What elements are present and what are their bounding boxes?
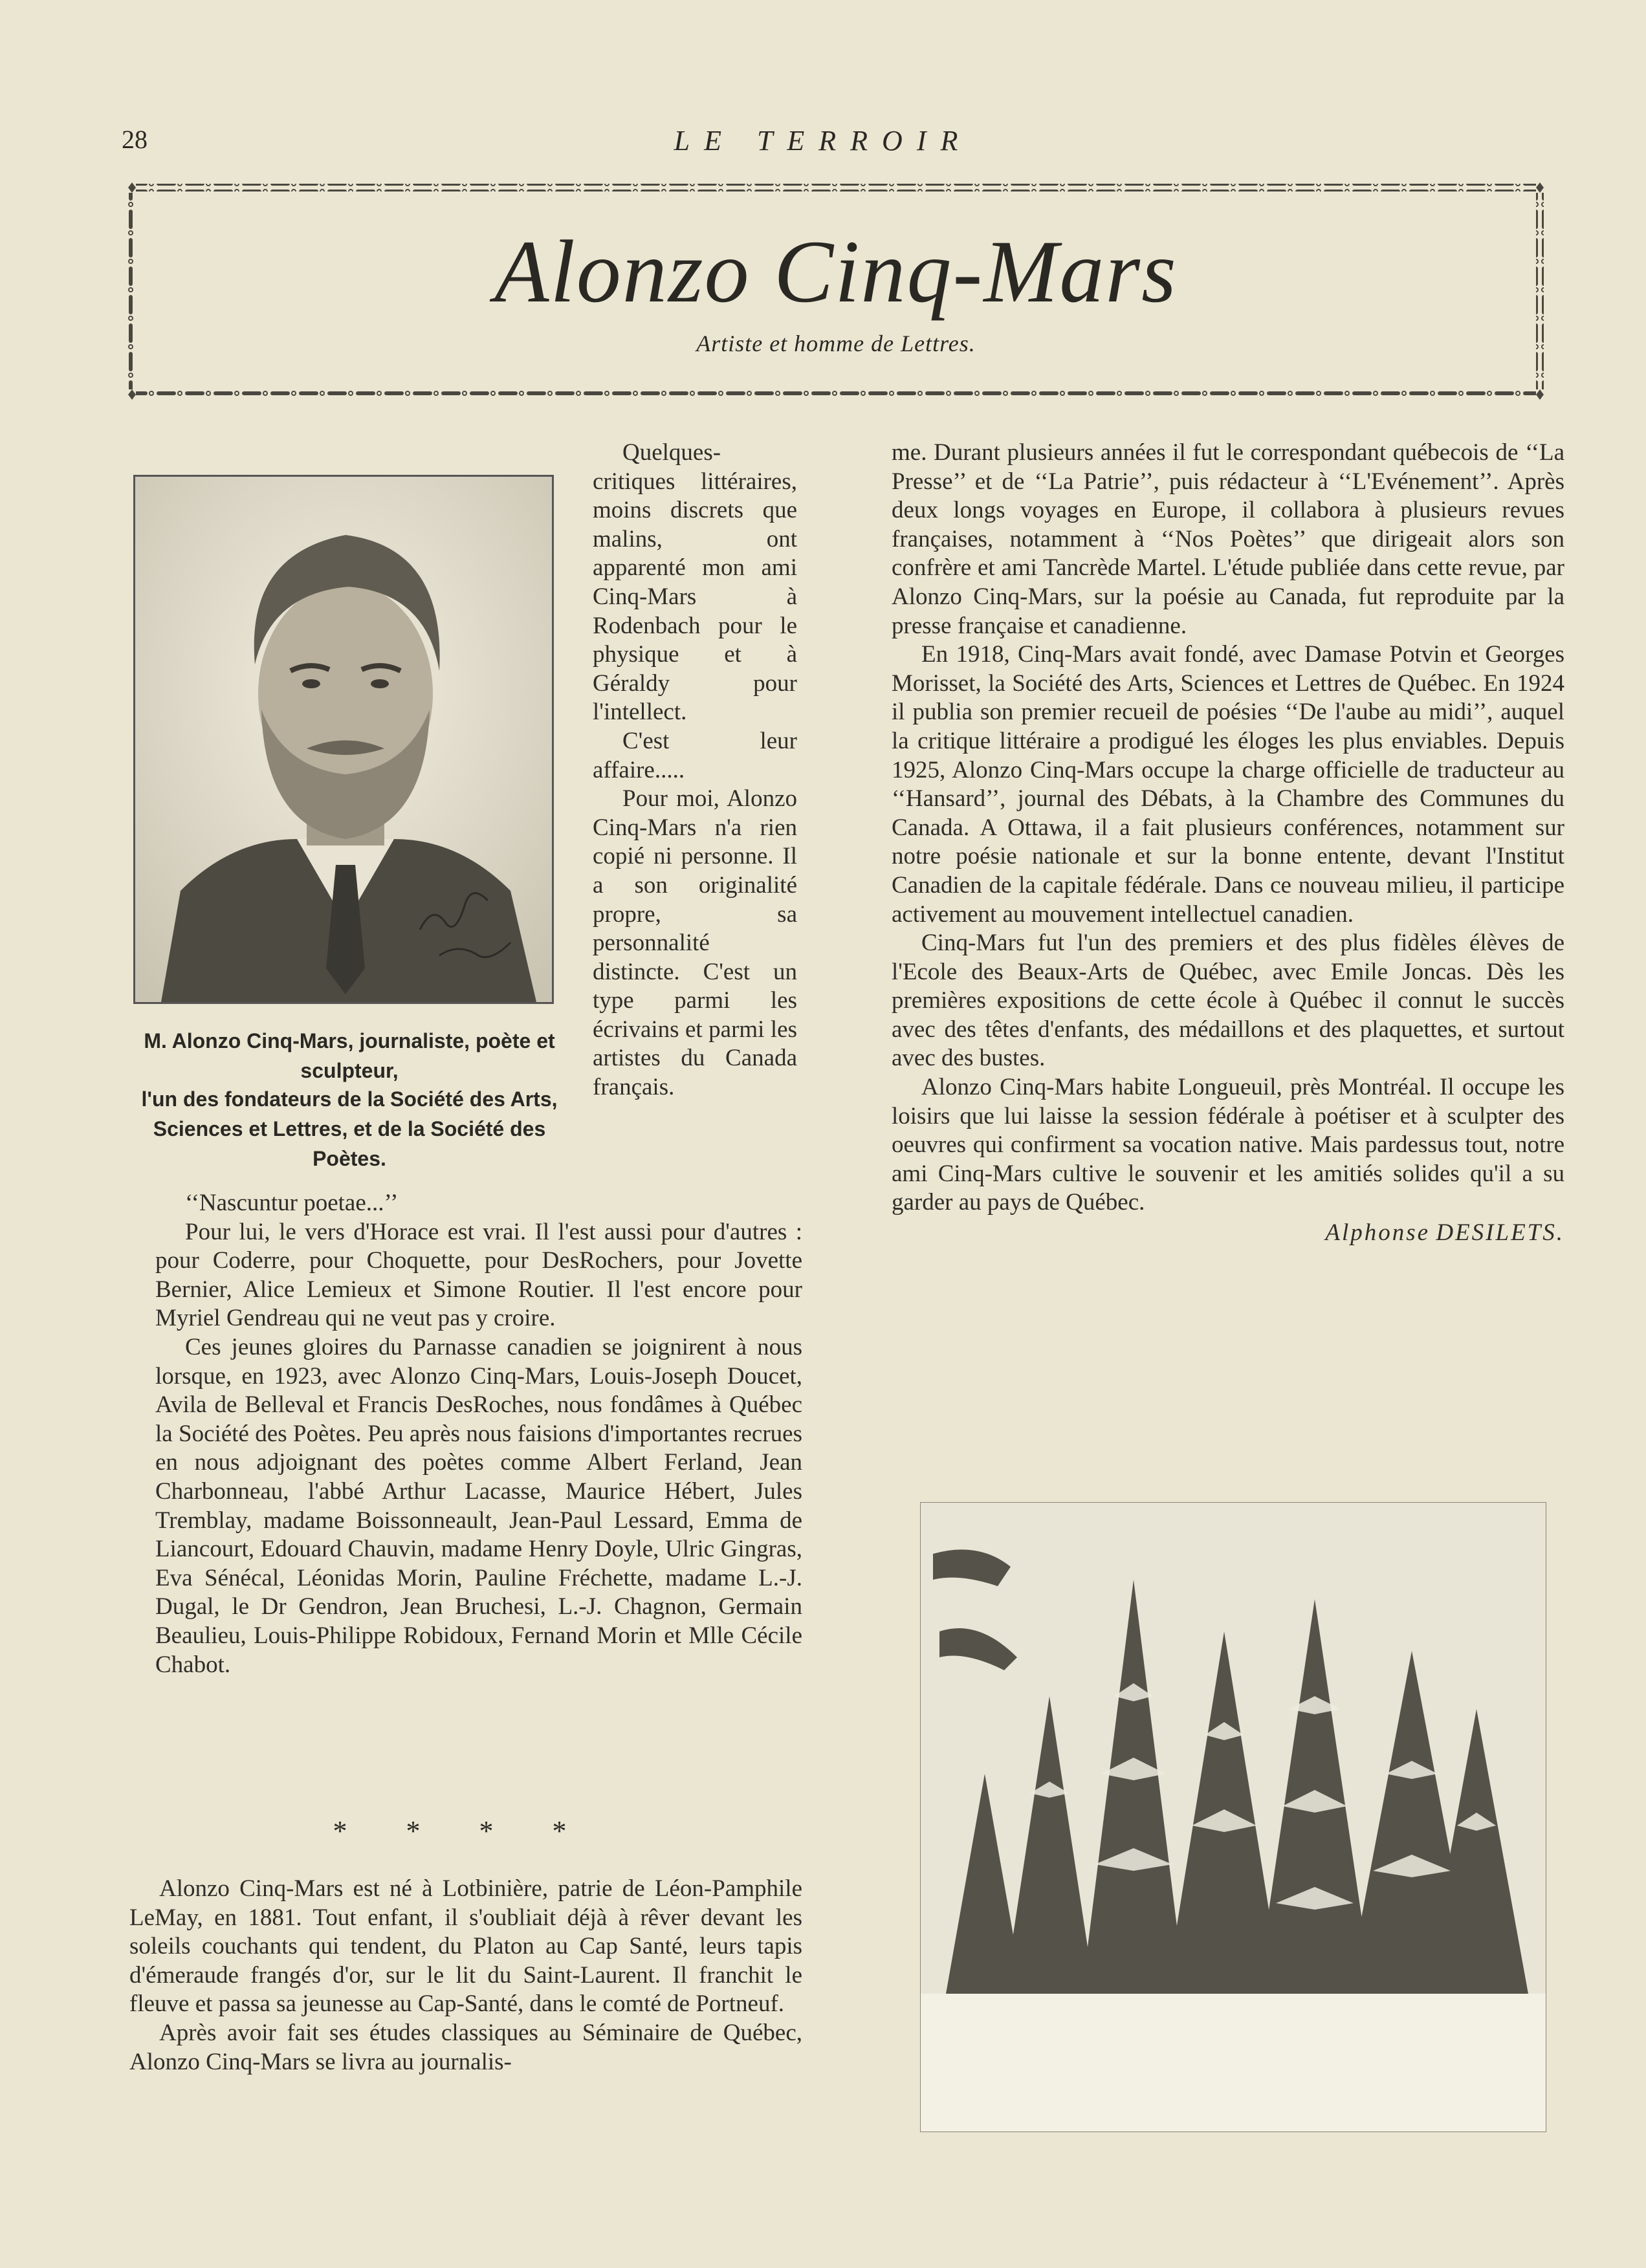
quotation: ‘‘Nascuntur poetae...’’ (185, 1190, 399, 1216)
narrow-column (593, 439, 797, 1102)
portrait-caption-line2: l'un des fondateurs de la Société des Arts, Sciences et Lettres, et de la Société des Poètes. (141, 1087, 558, 1170)
author-first-name: Alphonse (1325, 1219, 1431, 1247)
paragraph: Alonzo Cinq-Mars habite Longueuil, près Montréal. Il occupe les loisirs que lui laisse la session fédérale à poétiser et à sculpter des oeuvres qui confirment sa vocation native. Mais pardessus tout, notre ami Cinq-Mars cultive le souvenir et les amitiés solides qu'il a su garder au pays de Québec. (892, 1074, 1564, 1216)
paragraph: Ces jeunes gloires du Parnasse canadien se joignirent à nous lorsque, en 1923, avec Alonzo Cinq-Mars, Louis-Joseph Doucet, Avila de Belleval et Francis DesRoches, nous fondâmes à Québec la Société des Poètes. Peu après nous faisions d'importantes recrues en nous adjoignant des poètes comme Albert Ferland, Jean Charbonneau, l'abbé Arthur Lacasse, Maurice Hébert, Jules Tremblay, madame Boissonneault, Jean-Paul Lessard, Emma de Liancourt, Edouard Chauvin, madame Henry Doyle, Ulric Gingras, Eva Sénécal, Léonidas Morin, Pauline Fréchette, madame L.-J. Dugal, le Dr Gendron, Jean Bruchesi, L.-J. Chagnon, Germain Beaulieu, Louis-Philippe Robidoux, Fernand Morin et Mlle Cécile Chabot. (155, 1333, 802, 1678)
left-column-upper (155, 1189, 802, 1679)
right-column (892, 439, 1564, 1248)
paragraph: Quelques- critiques littéraires, moins discrets que malins, ont apparenté mon ami Cinq-Mars à Rodenbach pour le physique et à Géraldy pour l'intellect. (593, 439, 797, 726)
author-last-name: DESILETS. (1436, 1219, 1564, 1247)
title-box (127, 180, 1545, 402)
article-title: Alonzo Cinq-Mars (494, 222, 1178, 321)
section-separator: * * * * (333, 1815, 593, 1847)
page-number: 28 (122, 125, 148, 154)
paragraph: Après avoir fait ses études classiques au Séminaire de Québec, Alonzo Cinq-Mars se livra au journalis- (129, 2019, 802, 2075)
running-head: LE TERROIR (674, 125, 972, 157)
paragraph: me. Durant plusieurs années il fut le correspondant québecois de ‘‘La Presse’’ et de ‘‘La Patrie’’, puis rédacteur à ‘‘L'Evénement’’. Après deux longs voyages en Europe, il collabora à plusieurs revues françaises, notamment à ‘‘Nos Poètes’’ que dirigeait alors son confrère et ami Tancrède Martel. L'étude publiée dans cette revue, par Alonzo Cinq-Mars, sur la poésie au Canada, fut reproduite par la presse française et canadienne. (892, 439, 1564, 639)
left-column-lower (129, 1875, 802, 2077)
paragraph: Alonzo Cinq-Mars est né à Lotbinière, patrie de Léon-Pamphile LeMay, en 1881. Tout enfant, il s'oubliait déjà à rêver devant les soleils couchants qui tendent, du Platon au Cap Santé, leurs tapis d'émeraude frangés d'or, sur le lit du Saint-Laurent. Il franchit le fleuve et passa sa jeunesse au Cap-Santé, dans le comté de Portneuf. (129, 1875, 802, 2018)
paragraph: En 1918, Cinq-Mars avait fondé, avec Damase Potvin et Georges Morisset, la Société des Arts, Sciences et Lettres de Québec. En 1924 il publia son premier recueil de poésies ‘‘De l'aube au midi’’, auquel la critique littéraire a prodigué les éloges les plus enviables. Depuis 1925, Alonzo Cinq-Mars occupe la charge officielle de traducteur au ‘‘Hansard’’, journal des Débats, à la Chambre des Communes du Canada. A Ottawa, il a fait plusieurs conférences, notamment sur notre poésie nationale et sur la bonne entente, devant l'Institut Canadien de la capitale fédérale. Dans ce nouveau milieu, il participe activement au mouvement intellectuel canadien. (892, 641, 1564, 928)
paragraph: Pour moi, Alonzo Cinq-Mars n'a rien copié ni personne. Il a son originalité propre, sa personnalité distincte. C'est un type parmi les écrivains et parmi les artistes du Canada français. (593, 785, 797, 1101)
portrait-caption-line1: M. Alonzo Cinq-Mars, journaliste, poète et sculpteur, (144, 1029, 555, 1082)
author-signature (892, 1219, 1564, 1248)
article-subtitle: Artiste et homme de Lettres. (696, 331, 976, 356)
paragraph: Pour lui, le vers d'Horace est vrai. Il l'est aussi pour d'autres : pour Coderre, pour Choquette, pour DesRochers, pour Jovette Bernier, Alice Lemieux et Simone Routier. Il l'est encore pour Myriel Gendreau qui ne veut pas y croire. (155, 1218, 802, 1332)
snowy-trees-photo (920, 1502, 1546, 2132)
paragraph: C'est leur affaire..... (593, 727, 797, 783)
paragraph: Cinq-Mars fut l'un des premiers et des plus fidèles élèves de l'Ecole des Beaux-Arts de Québec, avec Emile Joncas. Dès les premières expositions de cette école à Québec il connut le succès avec des têtes d'enfants, des médaillons et des plaquettes, et surtout avec des bustes. (892, 930, 1564, 1072)
portrait-photo (133, 475, 554, 1004)
